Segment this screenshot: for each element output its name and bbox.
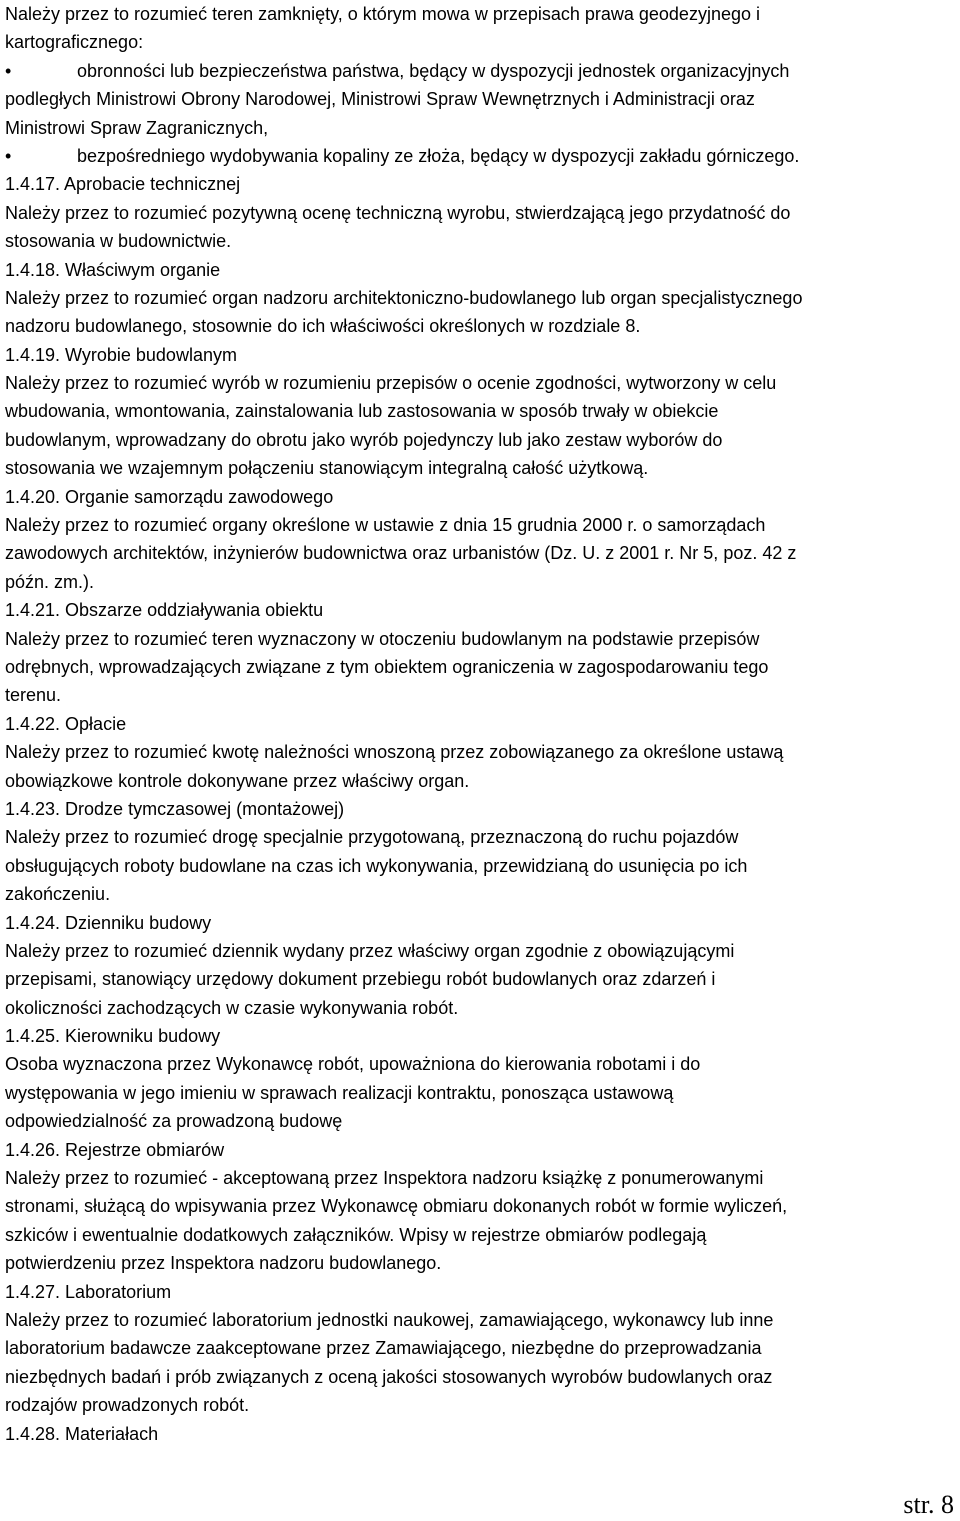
- text-line: niezbędnych badań i prób związanych z oceną jakości stosowanych wyrobów budowlanych oraz: [5, 1366, 773, 1387]
- section-heading: 1.4.20. Organie samorządu zawodowego: [5, 486, 334, 507]
- section-heading: 1.4.23. Drodze tymczasowej (montażowej): [5, 798, 345, 819]
- text-line: laboratorium badawcze zaakceptowane przez Zamawiającego, niezbędne do przeprowadzania: [5, 1338, 762, 1359]
- text-line: odpowiedzialność za prowadzoną budowę: [5, 1111, 343, 1132]
- text-line: terenu.: [5, 685, 62, 706]
- section-heading: 1.4.17. Aprobacie technicznej: [5, 174, 241, 195]
- text-line: obowiązkowe kontrole dokonywane przez właściwy organ.: [5, 770, 470, 791]
- section-heading: 1.4.25. Kierowniku budowy: [5, 1026, 221, 1047]
- text-line: szkiców i ewentualnie dodatkowych załączników. Wpisy w rejestrze obmiarów podlegają: [5, 1224, 707, 1245]
- text-line: Należy przez to rozumieć pozytywną ocenę techniczną wyrobu, stwierdzającą jego przydatność do: [5, 202, 791, 223]
- text-line: Należy przez to rozumieć - akceptowaną przez Inspektora nadzoru książkę z ponumerowanymi: [5, 1168, 764, 1189]
- text-line: Należy przez to rozumieć kwotę należności wnoszoną przez zobowiązanego za określone ustawą: [5, 742, 784, 763]
- bullet-text: obronności lub bezpieczeństwa państwa, będący w dyspozycji jednostek organizacyjnych: [77, 60, 790, 81]
- section-heading: 1.4.24. Dzienniku budowy: [5, 912, 212, 933]
- text-line: stronami, służącą do wpisywania przez Wykonawcę obmiaru dokonanych robót w formie wyliczeń,: [5, 1196, 788, 1217]
- section-heading: 1.4.21. Obszarze oddziaływania obiektu: [5, 600, 324, 621]
- text-line: wbudowania, wmontowania, zainstalowania lub zastosowania w sposób trwały w obiekcie: [5, 401, 719, 422]
- text-line: występowania w jego imieniu w sprawach realizacji kontraktu, ponosząca ustawową: [5, 1082, 674, 1103]
- text-line: Należy przez to rozumieć organ nadzoru architektoniczno-budowlanego lub organ specjalistycznego: [5, 287, 803, 308]
- text-line: odrębnych, wprowadzających związane z tym obiektem ograniczenia w zagospodarowaniu tego: [5, 656, 769, 677]
- bullet-icon: •: [5, 145, 12, 166]
- text-line: przepisami, stanowiący urzędowy dokument przebiegu robót budowlanych oraz zdarzeń i: [5, 969, 716, 990]
- text-line: okoliczności zachodzących w czasie wykonywania robót.: [5, 997, 459, 1018]
- section-heading: 1.4.26. Rejestrze obmiarów: [5, 1139, 225, 1160]
- section-heading: 1.4.22. Opłacie: [5, 713, 127, 734]
- text-line: potwierdzeniu przez Inspektora nadzoru budowlanego.: [5, 1253, 442, 1274]
- bullet-text: bezpośredniego wydobywania kopaliny ze złoża, będący w dyspozycji zakładu górniczego.: [77, 145, 800, 166]
- text-line: stosowania we wzajemnym połączeniu stanowiącym integralną całość użytkową.: [5, 458, 649, 479]
- text-line: zakończeniu.: [5, 884, 111, 905]
- text-line: Należy przez to rozumieć drogę specjalnie przygotowaną, przeznaczoną do ruchu pojazdów: [5, 827, 739, 848]
- section-heading: 1.4.18. Właściwym organie: [5, 259, 221, 280]
- section-heading: 1.4.19. Wyrobie budowlanym: [5, 344, 237, 365]
- section-heading: 1.4.27. Laboratorium: [5, 1281, 172, 1302]
- text-line: obsługujących roboty budowlane na czas ich wykonywania, przewidzianą do usunięcia po ich: [5, 855, 748, 876]
- text-line: Należy przez to rozumieć dziennik wydany przez właściwy organ zgodnie z obowiązującymi: [5, 940, 735, 961]
- text-line: Należy przez to rozumieć teren wyznaczony w otoczeniu budowlanym na podstawie przepisów: [5, 628, 760, 649]
- text-line: Ministrowi Spraw Zagranicznych,: [5, 117, 269, 138]
- document-page: [5, 0, 953, 1448]
- text-line: Należy przez to rozumieć organy określone w ustawie z dnia 15 grudnia 2000 r. o samorządach: [5, 515, 766, 536]
- text-line: zawodowych architektów, inżynierów budownictwa oraz urbanistów (Dz. U. z 2001 r. Nr 5, poz. 42 z: [5, 543, 797, 564]
- text-line: Należy przez to rozumieć wyrób w rozumieniu przepisów o ocenie zgodności, wytworzony w celu: [5, 373, 777, 394]
- section-heading: 1.4.28. Materiałach: [5, 1423, 159, 1444]
- text-line: kartograficznego:: [5, 32, 144, 53]
- text-line: rodzajów prowadzonych robót.: [5, 1395, 250, 1416]
- bullet-icon: •: [5, 60, 12, 81]
- text-line: Należy przez to rozumieć laboratorium jednostki naukowej, zamawiającego, wykonawcy lub inne: [5, 1309, 774, 1330]
- page-number: str. 8: [903, 1490, 954, 1519]
- bullet-item: [5, 142, 953, 170]
- text-line: budowlanym, wprowadzany do obrotu jako wyrób pojedynczy lub jako zestaw wyborów do: [5, 429, 723, 450]
- text-line: późn. zm.).: [5, 571, 95, 592]
- text-line: nadzoru budowlanego, stosownie do ich właściwości określonych w rozdziale 8.: [5, 316, 641, 337]
- bullet-item: [5, 57, 953, 85]
- text-line: podległych Ministrowi Obrony Narodowej, Ministrowi Spraw Wewnętrznych i Administracji oraz: [5, 89, 755, 110]
- text-line: stosowania w budownictwie.: [5, 231, 232, 252]
- text-line: Osoba wyznaczona przez Wykonawcę robót, upoważniona do kierowania robotami i do: [5, 1054, 701, 1075]
- text-line: Należy przez to rozumieć teren zamknięty, o którym mowa w przepisach prawa geodezyjnego i: [5, 4, 760, 24]
